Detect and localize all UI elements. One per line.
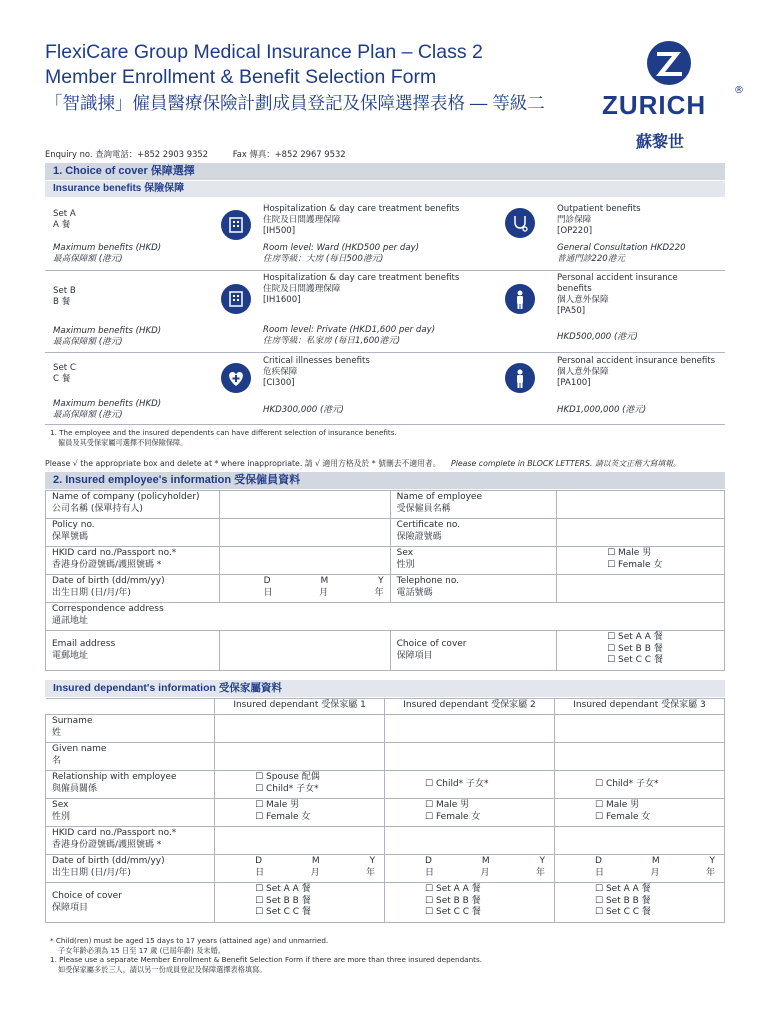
instructions — [45, 458, 681, 469]
set-label: Set C C 餐 — [53, 363, 76, 384]
heart-cross-icon — [221, 363, 251, 393]
dep-cover-checkboxes-2[interactable]: ☐ Set A A 餐 ☐ Set B B 餐 ☐ Set C C 餐 — [385, 883, 555, 923]
set-label: Set B B 餐 — [53, 286, 76, 307]
hospitalization-benefit: Hospitalization & day care treatment benefits 住院及日間護理保障 [IH500] — [263, 204, 460, 236]
relationship-checkbox-2[interactable]: ☐ Child* 子女* — [385, 771, 555, 799]
max-benefits-label: Maximum benefits (HKD) 最高保障額 (港元) — [53, 243, 162, 264]
dep-sex-checkboxes-3[interactable]: ☐ Male 男 ☐ Female 女 — [555, 799, 725, 827]
dob-label: Date of birth (dd/mm/yy) 出生日期 (日/月/年) — [46, 575, 220, 603]
logo-chinese-name: 蘇黎世 — [636, 132, 685, 151]
fax-number: Fax 傳真：+852 2967 9532 — [232, 149, 346, 159]
contact-line — [45, 148, 368, 160]
surname-label: Surname 姓 — [46, 715, 215, 743]
cover-checkboxes[interactable]: ☐ Set A A 餐 ☐ Set B B 餐 ☐ Set C C 餐 — [557, 631, 725, 671]
dep-hkid-field-3[interactable] — [555, 827, 725, 855]
form-title — [45, 40, 605, 117]
hospital-icon — [221, 210, 251, 240]
dep-hkid-field-1[interactable] — [215, 827, 385, 855]
dep-cover-checkboxes-1[interactable]: ☐ Set A A 餐 ☐ Set B B 餐 ☐ Set C C 餐 — [215, 883, 385, 923]
dep-dob-field-1[interactable]: D M Y 日 月 年 — [215, 855, 385, 883]
dependant-footnotes: * Child(ren) must be aged 15 days to 17 years (attained age) and unmarried. 子女年齡必須為 15 日至 17 歲 (已屆年齡) 及未婚。 1. Please use a separate Member Enrollment & Benefit Selection Form if there are more than three insured dependants. 如受保家屬多於三人，請以另一份成員登記及保障選擇表格填寫。 — [50, 936, 482, 974]
dep-cover-checkboxes-3[interactable]: ☐ Set A A 餐 ☐ Set B B 餐 ☐ Set C C 餐 — [555, 883, 725, 923]
dep-hkid-field-2[interactable] — [385, 827, 555, 855]
personal-accident-benefit: Personal accident insurance benefits 個人意外保障 [PA50] — [557, 273, 678, 316]
dependant-header-blank — [46, 699, 215, 715]
email-label: Email address 電郵地址 — [46, 631, 220, 671]
dependant-heading: Insured dependant's information 受保家屬資料 — [45, 680, 725, 697]
section-2-heading: 2. Insured employee's information 受保僱員資料 — [45, 472, 725, 489]
zurich-logo — [600, 38, 750, 153]
dep-hkid-label: HKID card no./Passport no.* 香港身份證號碼/護照號碼 * — [46, 827, 215, 855]
max-benefits-label: Maximum benefits (HKD) 最高保障額 (港元) — [53, 399, 162, 420]
surname-field-3[interactable] — [555, 715, 725, 743]
critical-illness-benefit: Critical illnesses benefits 危疾保障 [CI300] — [263, 356, 370, 388]
dob-field[interactable]: D M Y 日 月 年 — [219, 575, 390, 603]
logo-registered-mark: ® — [734, 85, 744, 96]
sex-checkboxes[interactable]: ☐ Male 男 ☐ Female 女 — [557, 547, 725, 575]
accident-amount: HKD1,000,000 (港元) — [557, 405, 647, 415]
choice-of-cover-label: Choice of cover 保障項目 — [390, 631, 556, 671]
critical-illness-amount: HKD300,000 (港元) — [263, 405, 344, 415]
surname-field-1[interactable] — [215, 715, 385, 743]
relationship-label: Relationship with employee 與僱員關係 — [46, 771, 215, 799]
telephone-label: Telephone no. 電話號碼 — [390, 575, 556, 603]
enquiry-number: Enquiry no. 查詢電話：+852 2903 9352 — [45, 149, 209, 159]
dep-dob-label: Date of birth (dd/mm/yy) 出生日期 (日/月/年) — [46, 855, 215, 883]
max-benefits-label: Maximum benefits (HKD) 最高保障額 (港元) — [53, 326, 162, 347]
stethoscope-icon — [505, 208, 535, 238]
given-name-field-2[interactable] — [385, 743, 555, 771]
person-icon — [505, 284, 535, 314]
employee-name-label: Name of employee 受保僱員名稱 — [390, 491, 556, 519]
dependant-2-header: Insured dependant 受保家屬 2 — [385, 699, 555, 715]
surname-field-2[interactable] — [385, 715, 555, 743]
room-level-detail: Room level: Ward (HKD500 per day) 住房等級：大房 (每日500港元) — [263, 243, 420, 264]
dep-sex-checkboxes-2[interactable]: ☐ Male 男 ☐ Female 女 — [385, 799, 555, 827]
coverage-note: 1. The employee and the insured dependents can have different selection of insurance benefits. 僱員及其受保家屬可選擇不同保險保障。 — [50, 428, 397, 447]
block-letters-instruction: Please complete in BLOCK LETTERS. 請以英文正楷大寫填報。 — [451, 459, 681, 468]
insurance-benefits-subheading: Insurance benefits 保險保障 — [45, 181, 725, 197]
personal-accident-benefit: Personal accident insurance benefits 個人意外保障 [PA100] — [557, 356, 716, 388]
email-field[interactable] — [219, 631, 390, 671]
section-1-heading: 1. Choice of cover 保障選擇 — [45, 163, 725, 180]
room-level-detail: Room level: Private (HKD1,600 per day) 住房等級：私家房 (每日1,600港元) — [263, 325, 436, 346]
coverage-set-c — [45, 355, 725, 425]
policy-no-label: Policy no. 保單號碼 — [46, 519, 220, 547]
hkid-field[interactable] — [219, 547, 390, 575]
employee-name-field[interactable] — [557, 491, 725, 519]
accident-amount: HKD500,000 (港元) — [557, 332, 638, 342]
outpatient-detail: General Consultation HKD220 普通門診220港元 — [557, 243, 686, 264]
dependant-3-header: Insured dependant 受保家屬 3 — [555, 699, 725, 715]
sex-label: Sex 性別 — [390, 547, 556, 575]
certificate-no-field[interactable] — [557, 519, 725, 547]
company-name-label: Name of company (policyholder) 公司名稱 (保單持有人) — [46, 491, 220, 519]
hkid-label: HKID card no./Passport no.* 香港身份證號碼/護照號碼 * — [46, 547, 220, 575]
hospital-icon — [221, 284, 251, 314]
dep-dob-field-3[interactable]: D M Y 日 月 年 — [555, 855, 725, 883]
dependant-1-header: Insured dependant 受保家屬 1 — [215, 699, 385, 715]
tick-instruction: Please √ the appropriate box and delete at * where inappropriate. 請 √ 適用方格及於 * 號刪去不適用者。 — [45, 459, 441, 468]
dep-sex-label: Sex 性別 — [46, 799, 215, 827]
employee-info-table — [45, 490, 725, 671]
outpatient-benefit: Outpatient benefits 門診保障 [OP220] — [557, 204, 641, 236]
set-label: Set A A 餐 — [53, 209, 76, 230]
coverage-set-a — [45, 202, 725, 272]
title-line-3: 「智識揀」僱員醫療保險計劃成員登記及保障選擇表格 — 等級二 — [45, 93, 545, 113]
telephone-field[interactable] — [557, 575, 725, 603]
certificate-no-label: Certificate no. 保險證號碼 — [390, 519, 556, 547]
title-line-2: Member Enrollment & Benefit Selection Form — [45, 66, 437, 88]
dependant-info-table — [45, 698, 725, 923]
policy-no-field[interactable] — [219, 519, 390, 547]
coverage-set-b — [45, 272, 725, 352]
person-icon — [505, 363, 535, 393]
address-field[interactable]: Correspondence address 通訊地址 — [46, 603, 725, 631]
relationship-checkboxes-1[interactable]: ☐ Spouse 配偶 ☐ Child* 子女* — [215, 771, 385, 799]
title-line-1: FlexiCare Group Medical Insurance Plan – Class 2 — [45, 41, 483, 63]
given-name-field-3[interactable] — [555, 743, 725, 771]
dep-cover-label: Choice of cover 保障項目 — [46, 883, 215, 923]
logo-wordmark: ZURICH — [602, 90, 707, 120]
dep-dob-field-2[interactable]: D M Y 日 月 年 — [385, 855, 555, 883]
company-name-field[interactable] — [219, 491, 390, 519]
given-name-field-1[interactable] — [215, 743, 385, 771]
relationship-checkbox-3[interactable]: ☐ Child* 子女* — [555, 771, 725, 799]
hospitalization-benefit: Hospitalization & day care treatment benefits 住院及日間護理保障 [IH1600] — [263, 273, 460, 305]
given-name-label: Given name 名 — [46, 743, 215, 771]
dep-sex-checkboxes-1[interactable]: ☐ Male 男 ☐ Female 女 — [215, 799, 385, 827]
